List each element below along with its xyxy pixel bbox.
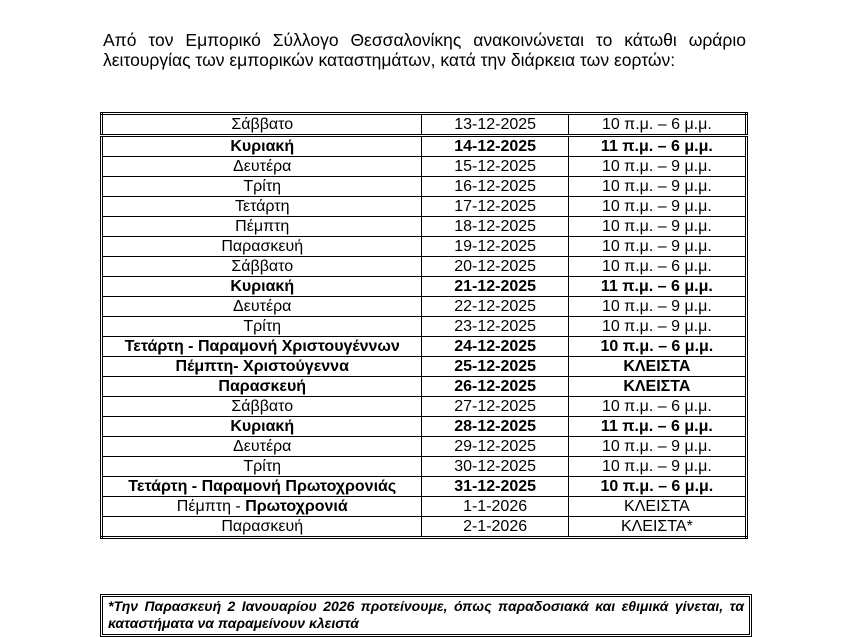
day-cell: Τετάρτη — [102, 197, 422, 217]
date-cell: 17-12-2025 — [422, 197, 568, 217]
date-cell: 27-12-2025 — [422, 397, 568, 417]
day-cell: Πέμπτη- Χριστούγεννα — [102, 357, 422, 377]
hours-cell: ΚΛΕΙΣΤΑ — [568, 377, 746, 397]
table-row — [102, 357, 747, 377]
hours-cell: 10 π.μ. – 9 μ.μ. — [568, 217, 746, 237]
day-cell-plain: Πέμπτη - — [176, 498, 246, 515]
day-cell: Τετάρτη - Παραμονή Χριστουγέννων — [102, 337, 422, 357]
day-cell: Παρασκευή — [102, 237, 422, 257]
date-cell: 18-12-2025 — [422, 217, 568, 237]
table-row — [102, 157, 747, 177]
hours-cell: 10 π.μ. – 9 μ.μ. — [568, 437, 746, 457]
date-cell: 1-1-2026 — [422, 497, 568, 517]
day-cell: Τρίτη — [102, 177, 422, 197]
day-cell: Κυριακή — [102, 136, 422, 157]
table-row — [102, 477, 747, 497]
hours-cell: 10 π.μ. – 9 μ.μ. — [568, 237, 746, 257]
table-row — [102, 197, 747, 217]
day-cell: Τρίτη — [102, 317, 422, 337]
day-cell: Κυριακή — [102, 417, 422, 437]
day-cell: Τρίτη — [102, 457, 422, 477]
date-cell: 15-12-2025 — [422, 157, 568, 177]
date-cell: 13-12-2025 — [422, 114, 568, 136]
date-cell: 22-12-2025 — [422, 297, 568, 317]
date-cell: 25-12-2025 — [422, 357, 568, 377]
hours-cell: 10 π.μ. – 9 μ.μ. — [568, 197, 746, 217]
day-cell-bold: Πρωτοχρονιά — [245, 498, 348, 515]
table-row — [102, 437, 747, 457]
hours-cell: 10 π.μ. – 9 μ.μ. — [568, 317, 746, 337]
hours-cell: 10 π.μ. – 6 μ.μ. — [568, 114, 746, 136]
date-cell: 28-12-2025 — [422, 417, 568, 437]
date-cell: 16-12-2025 — [422, 177, 568, 197]
hours-cell: ΚΛΕΙΣΤΑ — [568, 357, 746, 377]
date-cell: 30-12-2025 — [422, 457, 568, 477]
holiday-schedule-table — [100, 112, 748, 539]
day-cell: Σάββατο — [102, 114, 422, 136]
table-row — [102, 237, 747, 257]
day-cell: Δευτέρα — [102, 297, 422, 317]
hours-cell: 10 π.μ. – 9 μ.μ. — [568, 457, 746, 477]
date-cell: 2-1-2026 — [422, 517, 568, 538]
table-row — [102, 497, 747, 517]
hours-cell: 10 π.μ. – 9 μ.μ. — [568, 177, 746, 197]
intro-paragraph: Από τον Εμπορικό Σύλλογο Θεσσαλονίκης ανακοινώνεται το κάτωθι ωράριο λειτουργίας των εμπορικών καταστημάτων, κατά την διάρκεια των εορτών: — [103, 30, 746, 70]
day-cell: Σάββατο — [102, 397, 422, 417]
footnote-box: *Την Παρασκευή 2 Ιανουαρίου 2026 προτείνουμε, όπως παραδοσιακά και εθιμικά γίνεται, τα καταστήματα να παραμείνουν κλειστά — [100, 594, 752, 637]
hours-cell: 10 π.μ. – 9 μ.μ. — [568, 297, 746, 317]
day-cell: Τετάρτη - Παραμονή Πρωτοχρονιάς — [102, 477, 422, 497]
hours-cell: 11 π.μ. – 6 μ.μ. — [568, 277, 746, 297]
table-row — [102, 377, 747, 397]
day-cell — [102, 497, 422, 517]
date-cell: 24-12-2025 — [422, 337, 568, 357]
table-row — [102, 417, 747, 437]
table-row — [102, 217, 747, 237]
table-row — [102, 277, 747, 297]
table-row — [102, 297, 747, 317]
date-cell: 23-12-2025 — [422, 317, 568, 337]
table-row — [102, 257, 747, 277]
hours-cell: 10 π.μ. – 6 μ.μ. — [568, 257, 746, 277]
date-cell: 31-12-2025 — [422, 477, 568, 497]
day-cell: Παρασκευή — [102, 517, 422, 538]
hours-cell: 10 π.μ. – 6 μ.μ. — [568, 477, 746, 497]
date-cell: 20-12-2025 — [422, 257, 568, 277]
hours-cell: 11 π.μ. – 6 μ.μ. — [568, 417, 746, 437]
table-row — [102, 177, 747, 197]
hours-cell: 10 π.μ. – 6 μ.μ. — [568, 397, 746, 417]
table-row — [102, 337, 747, 357]
day-cell: Σάββατο — [102, 257, 422, 277]
table-row — [102, 136, 747, 157]
date-cell: 29-12-2025 — [422, 437, 568, 457]
day-cell: Δευτέρα — [102, 157, 422, 177]
hours-cell: 10 π.μ. – 9 μ.μ. — [568, 157, 746, 177]
date-cell: 21-12-2025 — [422, 277, 568, 297]
day-cell: Παρασκευή — [102, 377, 422, 397]
table-row — [102, 517, 747, 538]
hours-cell: ΚΛΕΙΣΤΑ* — [568, 517, 746, 538]
day-cell: Δευτέρα — [102, 437, 422, 457]
table-row — [102, 457, 747, 477]
table-row — [102, 317, 747, 337]
day-cell: Κυριακή — [102, 277, 422, 297]
date-cell: 19-12-2025 — [422, 237, 568, 257]
hours-cell: 10 π.μ. – 6 μ.μ. — [568, 337, 746, 357]
date-cell: 26-12-2025 — [422, 377, 568, 397]
hours-cell: ΚΛΕΙΣΤΑ — [568, 497, 746, 517]
table-row — [102, 397, 747, 417]
hours-cell: 11 π.μ. – 6 μ.μ. — [568, 136, 746, 157]
day-cell: Πέμπτη — [102, 217, 422, 237]
table-row — [102, 114, 747, 136]
date-cell: 14-12-2025 — [422, 136, 568, 157]
